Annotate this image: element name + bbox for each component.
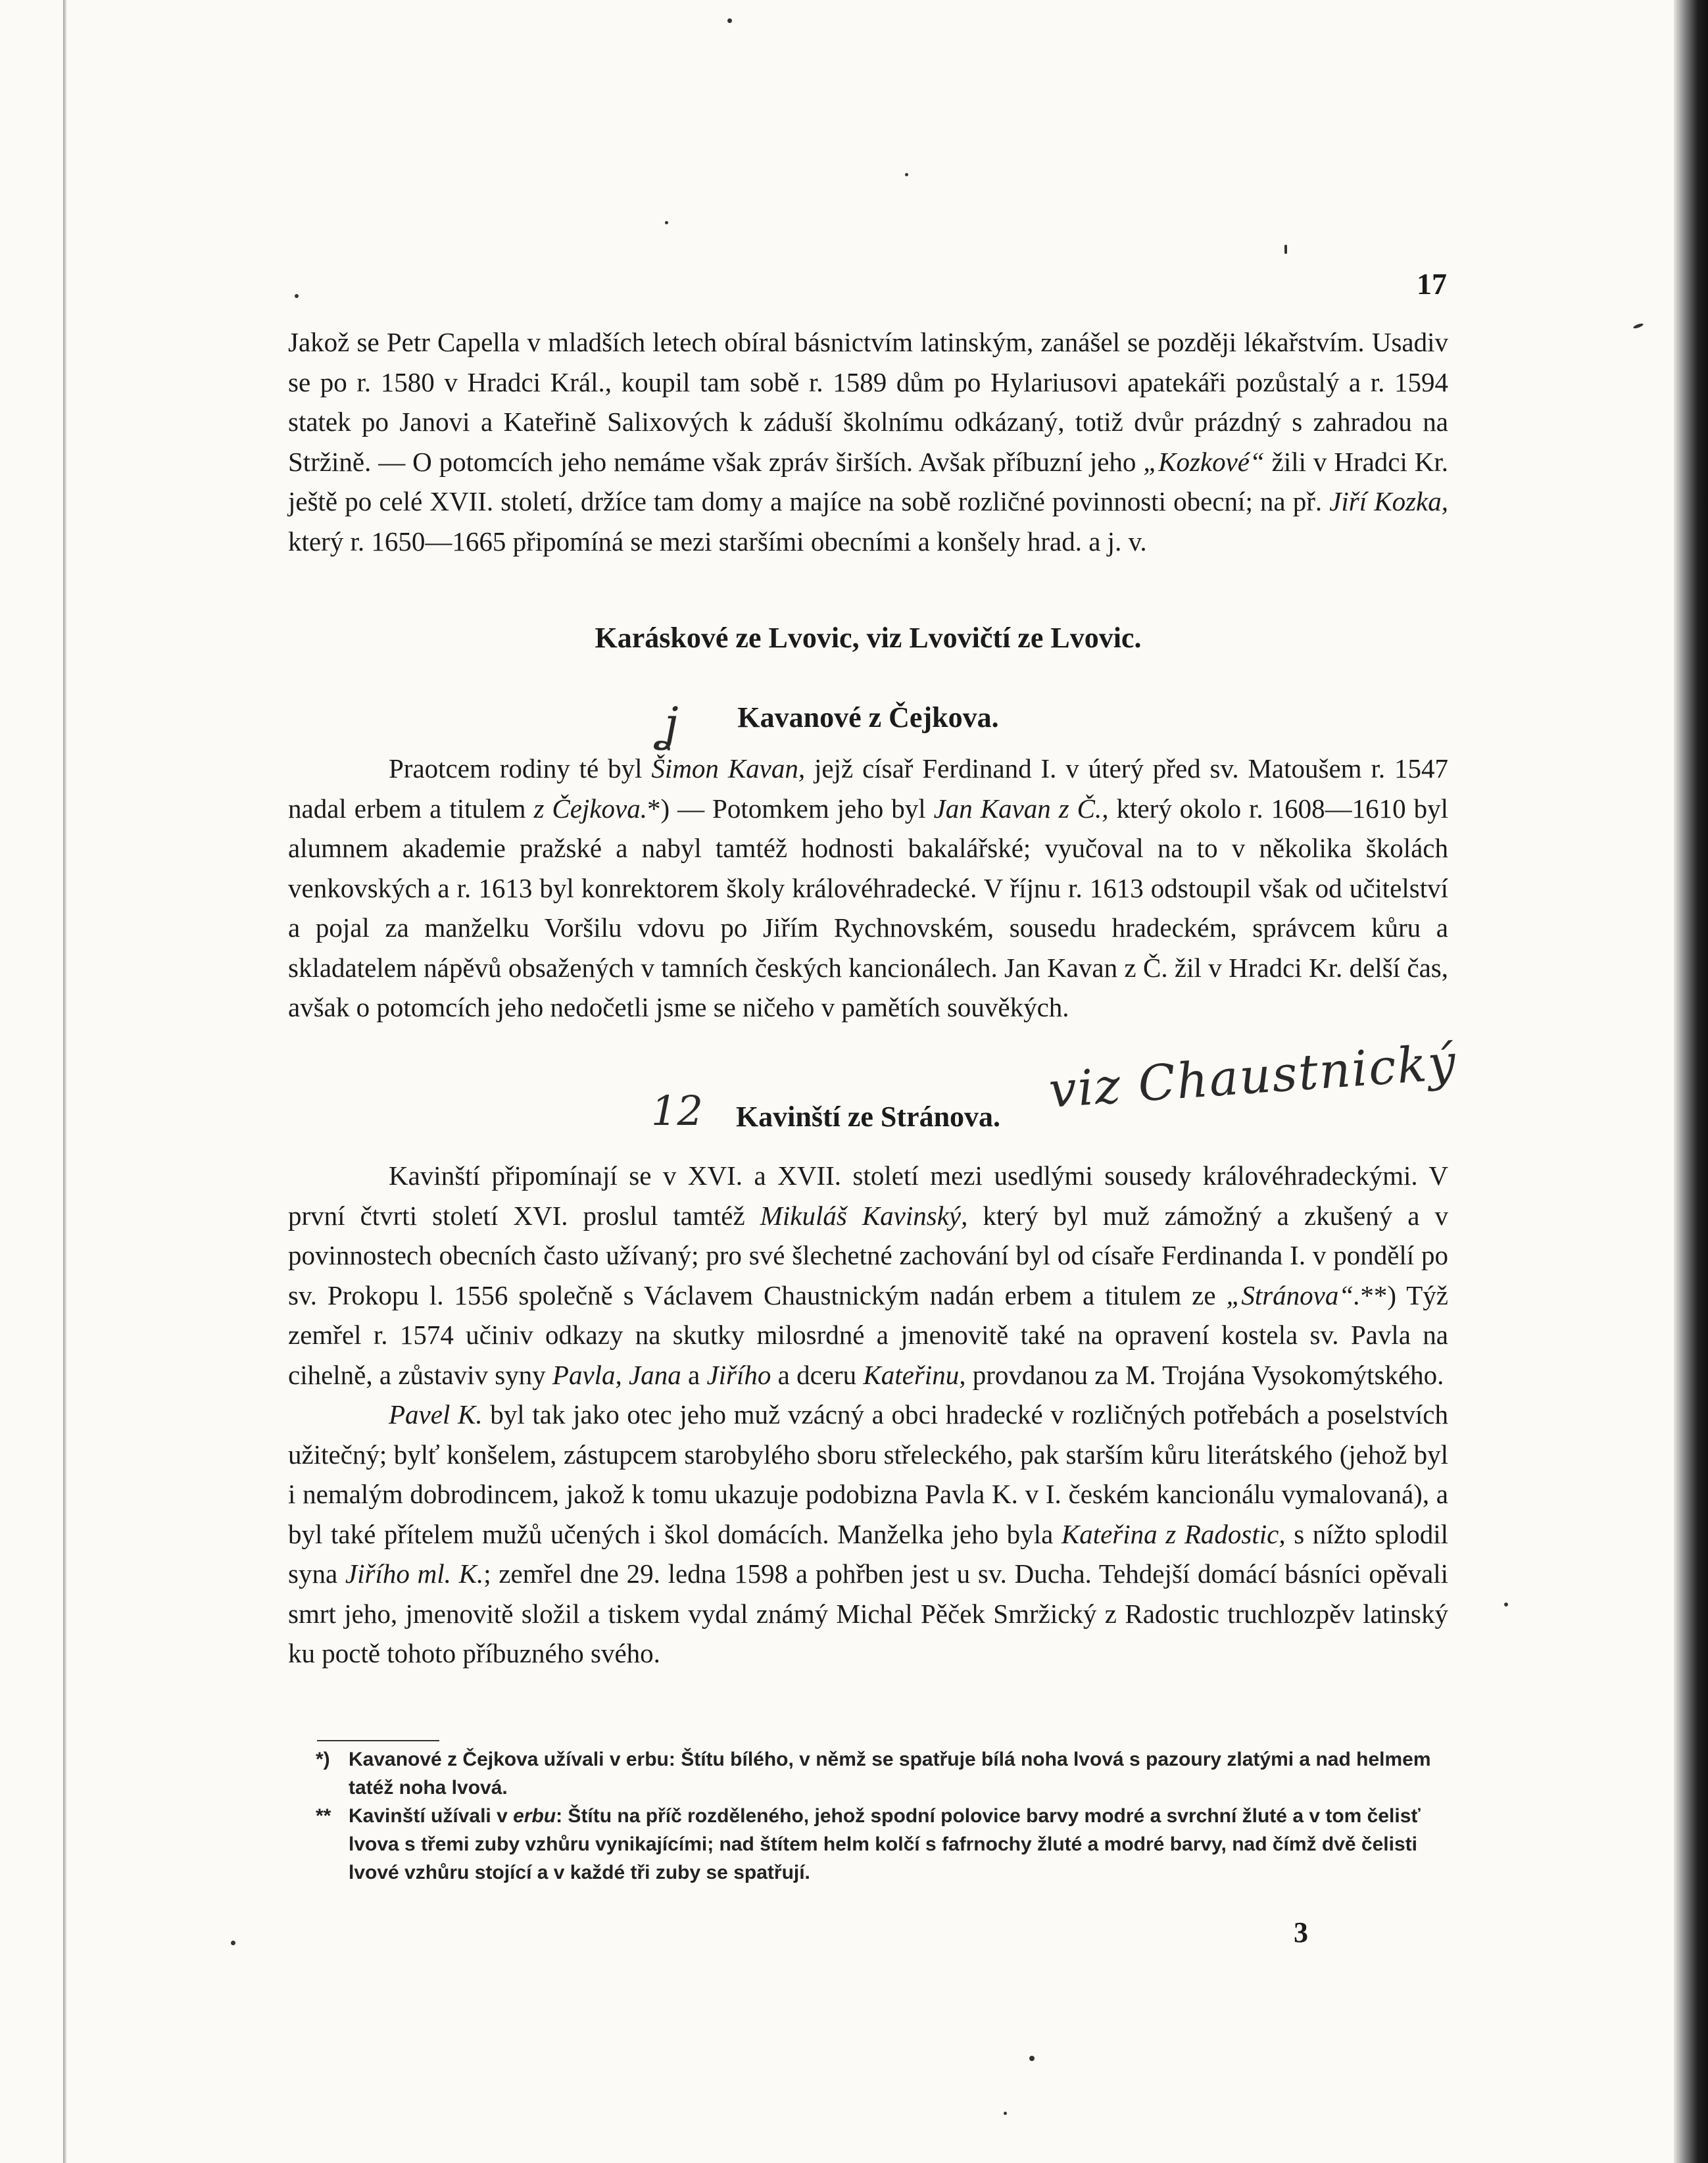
paragraph-intro-text: [288, 322, 1448, 561]
paragraph-kavinsti-1: [288, 1156, 1448, 1674]
text-run: *) — Potomkem jeho byl: [647, 793, 934, 824]
signature-number: 3: [1294, 1916, 1308, 1949]
italic-run: Pavel K.: [389, 1399, 483, 1430]
text-run: : Štítu na příč rozděleného, jehož spodní polovice barvy modré a svrchní žluté a v tom čelisť lvova s třemi zuby vzhůru vynikajícími; nad štítem helm kolčí s fafrnochy žluté a modré barvy, nad čímž dvě čelisti lvové vzhůru stojící a v každé tři zuby se spatřují.: [349, 1805, 1421, 1883]
text-run: Praotcem rodiny té byl: [389, 753, 652, 783]
text-run: žili v Hradci Kr. ještě po celé XVII. století, držíce tam domy a majíce na sobě rozličné povinnosti obecní; na př.: [288, 446, 1448, 516]
paragraph-kavinsti-2-text: [288, 1395, 1448, 1674]
scan-speck: [665, 221, 668, 224]
footnote-mark: **: [316, 1805, 331, 1827]
text-run: jejž císař Ferdinand I. v úterý před sv. Matoušem r. 1547 nadal erbem a titulem: [288, 753, 1448, 824]
text-run: s nížto splodil syna: [288, 1518, 1448, 1589]
paragraph-intro: [288, 322, 1448, 561]
text-run: Kavinští užívali v: [349, 1805, 514, 1827]
footnote: [316, 1802, 1448, 1887]
text-run: provdanou za M. Trojána Vysokomýtského.: [965, 1359, 1444, 1390]
scan-speck: [905, 173, 908, 176]
italic-run: Kateřina z Radostic,: [1061, 1518, 1286, 1549]
scan-speck: [1004, 2112, 1007, 2115]
heading-kavinsti: Kavinští ze Stránova.: [735, 1101, 1001, 1133]
heading-kavanove: Kavanové z Čejkova.: [737, 701, 999, 733]
text-run: který byl muž zámožný a zkušený a v povinnostech obecních často užívaný; pro své šlechetné zachování byl od císaře Ferdinanda I. v pondělí po sv. Prokopu l. 1556 společně s Václavem Chaustnickým nadán erbem a titulem ze: [288, 1200, 1448, 1310]
italic-run: Šimon Kavan,: [651, 753, 806, 783]
italic-run: Jiřího ml. K.: [345, 1558, 484, 1589]
margin-mark-kavanove: ʝ: [662, 697, 679, 751]
paragraph-kavanove: [288, 749, 1448, 1028]
margin-mark-kavinsti: 12: [651, 1087, 703, 1135]
text-run: Kavinští připomínají se v XVI. a XVII. století mezi usedlými sousedy královéhradeckými. V první čtvrti století XVI. proslul tamtéž: [288, 1160, 1448, 1231]
text-run: byl tak jako otec jeho muž vzácný a obci hradecké v rozličných potřebách a poselstvích užitečný; bylť konšelem, zástupcem starobylého sboru střeleckého, pak starším kůru literátského (jehož byl i nemalým dobrodincem, jakož k tomu ukazuje podobizna Pavla K. v I. českém kancionálu vymalovaná), a byl také přítelem mužů učených i škol domácích. Manželka jeho byla: [288, 1399, 1448, 1549]
italic-run: Mikuláš Kavinský,: [760, 1200, 968, 1231]
page-number: 17: [1417, 267, 1447, 301]
footnote-rule: [317, 1740, 439, 1741]
italic-run: Jan Kavan z Č.,: [933, 793, 1109, 824]
italic-run: Kateřinu,: [863, 1359, 966, 1390]
scan-speck: [231, 1941, 235, 1945]
footnote: [316, 1745, 1448, 1802]
scan-right-edge: [1674, 0, 1708, 2163]
italic-run: Pavla, Jana: [552, 1359, 681, 1390]
scan-speck: [1284, 245, 1287, 254]
italic-run: Jiří Kozka,: [1329, 486, 1448, 516]
scan-speck: [1504, 1603, 1508, 1606]
paragraph-kavinsti-1-text: [288, 1156, 1448, 1395]
italic-run: „Stránova“.: [1226, 1280, 1361, 1310]
text-run: který okolo r. 1608—1610 byl alumnem akademie pražské a nabyl tamtéž hodnosti bakalářské; vyučoval na to v několika školách venkovských a r. 1613 byl konrektorem školy královéhradecké. V říjnu r. 1613 odstoupil však od učitelství a pojal za manželku Voršilu vdovu po Jiřím Rychnovském, sousedu hradeckém, správcem kůru a skladatelem nápěvů obsažených v tamních českých kancionálech. Jan Kavan z Č. žil v Hradci Kr. delší čas, avšak o potomcích jeho nedočetli jsme se ničeho v pamětích souvěkých.: [288, 793, 1448, 1022]
text-run: a dceru: [771, 1359, 864, 1390]
text-run: Kavanové z Čejkova užívali v erbu: Štítu bílého, v němž se spatřuje bílá noha lvová s pazoury zlatými a nad helmem tatéž noha lvová.: [349, 1749, 1431, 1799]
scan-speck: [1029, 2056, 1035, 2061]
footnote-text: [349, 1749, 1431, 1799]
text-run: ; zemřel dne 29. ledna 1598 a pohřben jest u sv. Ducha. Tehdejší domácí básníci opěvali smrt jeho, jmenovitě složil a tiskem vydal známý Michal Pěček Smržický z Radostic truchlozpěv latinský ku poctě tohoto příbuzného svého.: [288, 1558, 1448, 1668]
italic-run: „Kozkové“: [1143, 446, 1265, 477]
footnote-mark: *): [316, 1749, 330, 1770]
scan-speck: [727, 18, 732, 23]
page-gutter-shadow: [63, 0, 67, 2163]
text-run: Jakož se Petr Capella v mladších letech obíral básnictvím latinským, zanášel se později lékařstvím. Usadiv se po r. 1580 v Hradci Král., koupil tam sobě r. 1589 dům po Hylariusovi apatekáři pozůstalý a r. 1594 statek po Janovi a Kateřině Salixových k záduší školnímu odkázaný, totiž dvůr prázdný s zahradou na Stržině. — O potomcích jeho nemáme však zpráv širších. Avšak příbuzní jeho: [288, 327, 1448, 477]
text-run: **) Týž zemřel r. 1574 učiniv odkazy na skutky milosrdné a jmenovitě také na opravení kostela sv. Pavla na cihelně, a zůstaviv syny: [288, 1280, 1449, 1390]
scan-speck: [295, 294, 299, 298]
scan-speck: [1633, 322, 1644, 329]
footnote-text: [349, 1805, 1421, 1883]
italic-run: erbu: [513, 1805, 556, 1827]
text-run: a: [681, 1359, 707, 1390]
italic-run: Jiřího: [706, 1359, 771, 1390]
handwritten-note: viz Chaustnický: [1047, 1033, 1459, 1119]
italic-run: z Čejkova.: [533, 793, 647, 824]
footnotes: [316, 1745, 1448, 1887]
paragraph-kavanove-text: [288, 749, 1448, 1028]
text-run: který r. 1650—1665 připomíná se mezi staršími obecními a konšely hrad. a j. v.: [288, 526, 1147, 557]
heading-karaskove: Karáskové ze Lvovic, viz Lvovičtí ze Lvovic.: [595, 622, 1142, 654]
